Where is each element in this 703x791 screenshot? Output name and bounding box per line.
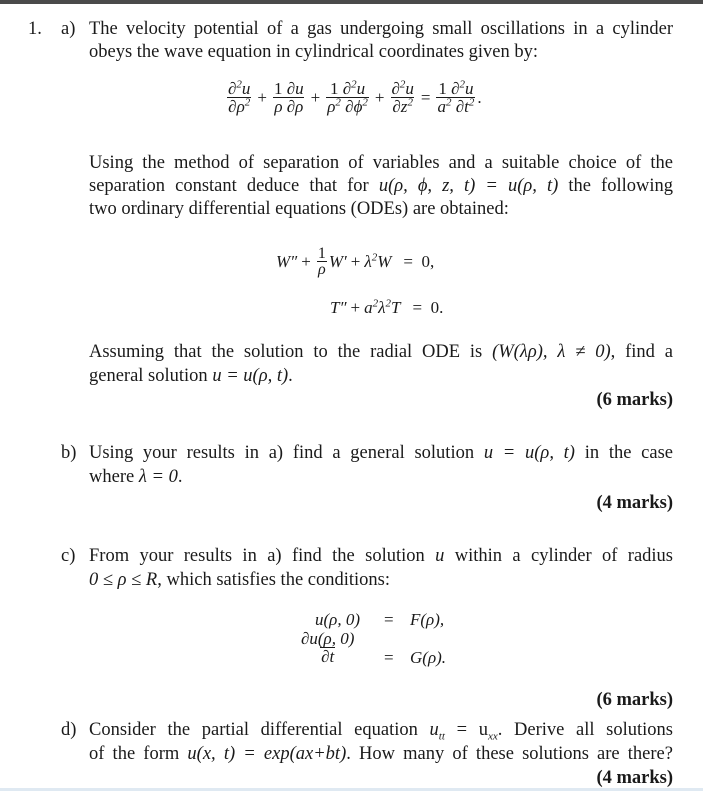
question-number: 1. [28, 19, 42, 39]
condition-2-eq: = [384, 648, 394, 667]
part-a-marks: (6 marks) [596, 390, 673, 410]
part-a-line2: obeys the wave equation in cylindrical coordinates given by: [89, 42, 539, 62]
part-c-label: c) [61, 546, 76, 566]
ode-radial: W″ + $\frac{1}{\rho}$ W′ + $\lambda^2W$ = 0, [276, 245, 435, 278]
condition-1-rhs: F(ρ), [410, 610, 445, 629]
part-a-para2-line2: separation constant deduce that for u(ρ, ϕ, z, t) = u(ρ, t) the following [89, 176, 673, 196]
part-c-line1: From your results in a) find the solution u within a cylinder of radius [89, 546, 673, 566]
condition-2-rhs: G(ρ). [410, 648, 447, 667]
part-b-line1: Using your results in a) find a general solution u = u(ρ, t) in the case [89, 443, 674, 463]
part-a-para3-line2: general solution u = u(ρ, t). [89, 366, 293, 386]
part-d-label: d) [61, 720, 77, 740]
part-d-line1: Consider the partial differential equation $u_{tt} = u_{xx}$. Derive all solutions [89, 720, 673, 743]
part-b-line2: where λ = 0. [89, 467, 183, 487]
condition-2: $\frac{\partial u(\rho, 0)}{\partial t}$ [301, 629, 355, 666]
part-a-line1: The velocity potential of a gas undergoing small oscillations in a cylinder [89, 19, 673, 39]
condition-1-eq: = [384, 610, 394, 629]
part-b-marks: (4 marks) [596, 493, 673, 513]
part-a-label: a) [61, 19, 76, 39]
part-d-line2: of the form u(x, t) = exp(ax+bt). How many of these solutions are there? [89, 744, 673, 764]
top-border [0, 0, 703, 4]
part-b-label: b) [61, 443, 77, 463]
part-a-para2-line1: Using the method of separation of variables and a suitable choice of the [89, 153, 673, 173]
condition-1: u(ρ, 0) [315, 610, 360, 629]
ode-time: T″ + $a^2\lambda^2T$ = 0. [330, 297, 444, 317]
part-c-marks: (6 marks) [596, 690, 673, 710]
part-c-line2: 0 ≤ ρ ≤ R, which satisfies the conditions: [89, 570, 391, 590]
part-d-marks: (4 marks) [596, 768, 673, 788]
part-a-para3-line1: Assuming that the solution to the radial ODE is (W(λρ), λ ≠ 0), find a [89, 342, 673, 362]
wave-equation: $\frac{\partial^2u}{\partial\rho^2}$ + $\frac{1 \partial u}{\rho \partial\rho}$ + $\frac{1 \partial^2u}{\rho^2 \partial\phi^2}$ + $\frac{\partial^2u}{\partial z^2}$ = $\frac{1 \partial^2u}{a^2 \partial t^2}$ . [228, 78, 482, 116]
part-a-para2-line3: two ordinary differential equations (ODEs) are obtained: [89, 199, 509, 219]
